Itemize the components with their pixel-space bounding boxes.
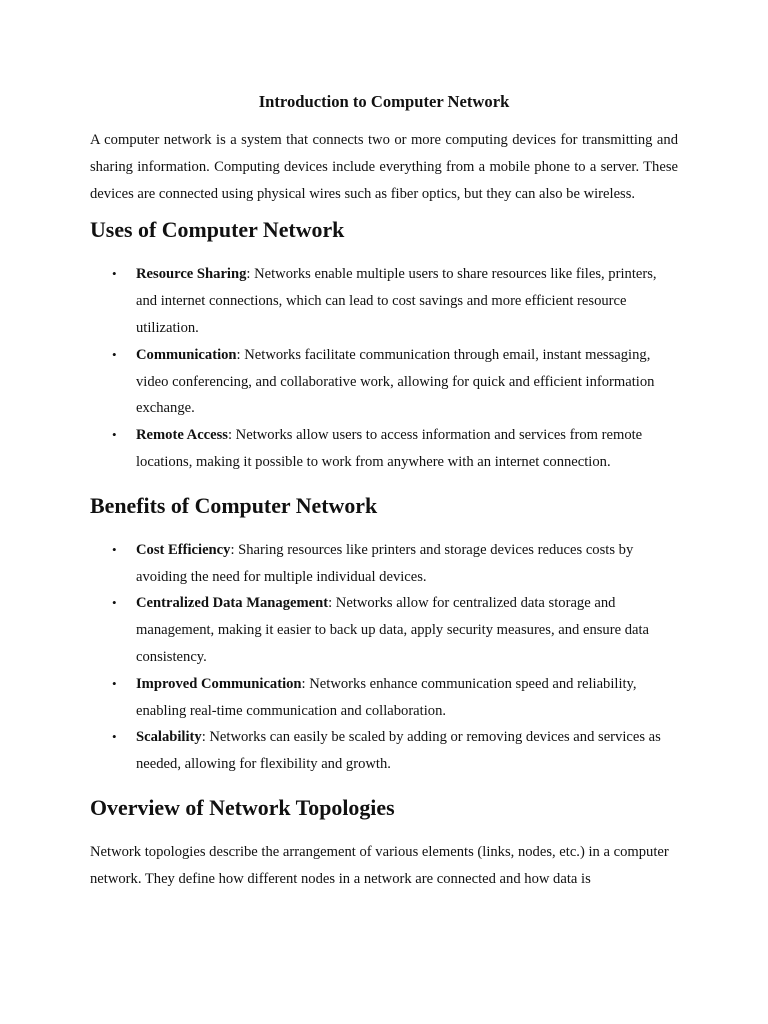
- list-item-text: : Networks facilitate communication through email, instant messaging, video conferencing, and collaborative work, allowing for quick and efficient information exchange.: [136, 346, 655, 417]
- list-item-scalability: [90, 724, 678, 778]
- list-item-term: Cost Efficiency: [136, 541, 231, 558]
- list-item-term: Improved Communication: [136, 675, 302, 692]
- bullet-icon: •: [112, 427, 117, 443]
- list-item-text: : Sharing resources like printers and storage devices reduces costs by avoiding the need for multiple individual devices.: [136, 541, 634, 585]
- bullet-icon: •: [112, 346, 117, 362]
- document-title: Introduction to Computer Network: [258, 92, 510, 111]
- uses-heading: Uses of Computer Network: [90, 217, 345, 243]
- topologies-paragraph: Network topologies describe the arrangement of various elements (links, nodes, etc.) in a computer network. They define how different nodes in a network are connected and how data is: [90, 843, 669, 887]
- intro-paragraph: A computer network is a system that connects two or more computing devices for transmitting and sharing information. Computing devices include everything from a mobile phone to a server. These devices are connected using physical wires such as fiber optics, but they can also be wireless.: [90, 132, 678, 202]
- list-item-cost-efficiency: [90, 537, 678, 591]
- list-item-text: : Networks enable multiple users to share resources like files, printers, and internet connections, which can lead to cost savings and more efficient resource utilization.: [136, 266, 657, 336]
- benefits-heading: Benefits of Computer Network: [90, 492, 378, 518]
- list-item-centralized-data: [90, 590, 678, 670]
- list-item-remote-access: [90, 422, 678, 476]
- list-item-text: : Networks allow users to access information and services from remote locations, making it possible to work from anywhere with an internet connection.: [136, 427, 643, 470]
- bullet-icon: •: [112, 541, 117, 557]
- list-item-term: Remote Access: [136, 427, 228, 444]
- list-item-term: Resource Sharing: [136, 266, 247, 283]
- list-item-term: Centralized Data Management: [136, 595, 329, 612]
- list-item-resource-sharing: [90, 261, 678, 341]
- bullet-icon: •: [112, 729, 117, 745]
- topologies-heading: Overview of Network Topologies: [90, 794, 395, 820]
- uses-list: [90, 261, 678, 475]
- list-item-term: Scalability: [136, 729, 202, 746]
- list-item-text: : Networks can easily be scaled by adding or removing devices and services as needed, allowing for flexibility and growth.: [136, 729, 661, 773]
- list-item-text: : Networks allow for centralized data storage and management, making it easier to back up data, apply security measures, and ensure data consistency.: [136, 595, 650, 665]
- list-item-communication: [90, 342, 678, 422]
- list-item-improved-communication: [90, 671, 678, 725]
- bullet-icon: •: [112, 675, 117, 691]
- list-item-term: Communication: [136, 346, 237, 363]
- list-item-text: : Networks enhance communication speed and reliability, enabling real-time communication and collaboration.: [136, 675, 637, 719]
- bullet-icon: •: [112, 595, 117, 611]
- benefits-list: [90, 537, 678, 778]
- bullet-icon: •: [112, 266, 117, 282]
